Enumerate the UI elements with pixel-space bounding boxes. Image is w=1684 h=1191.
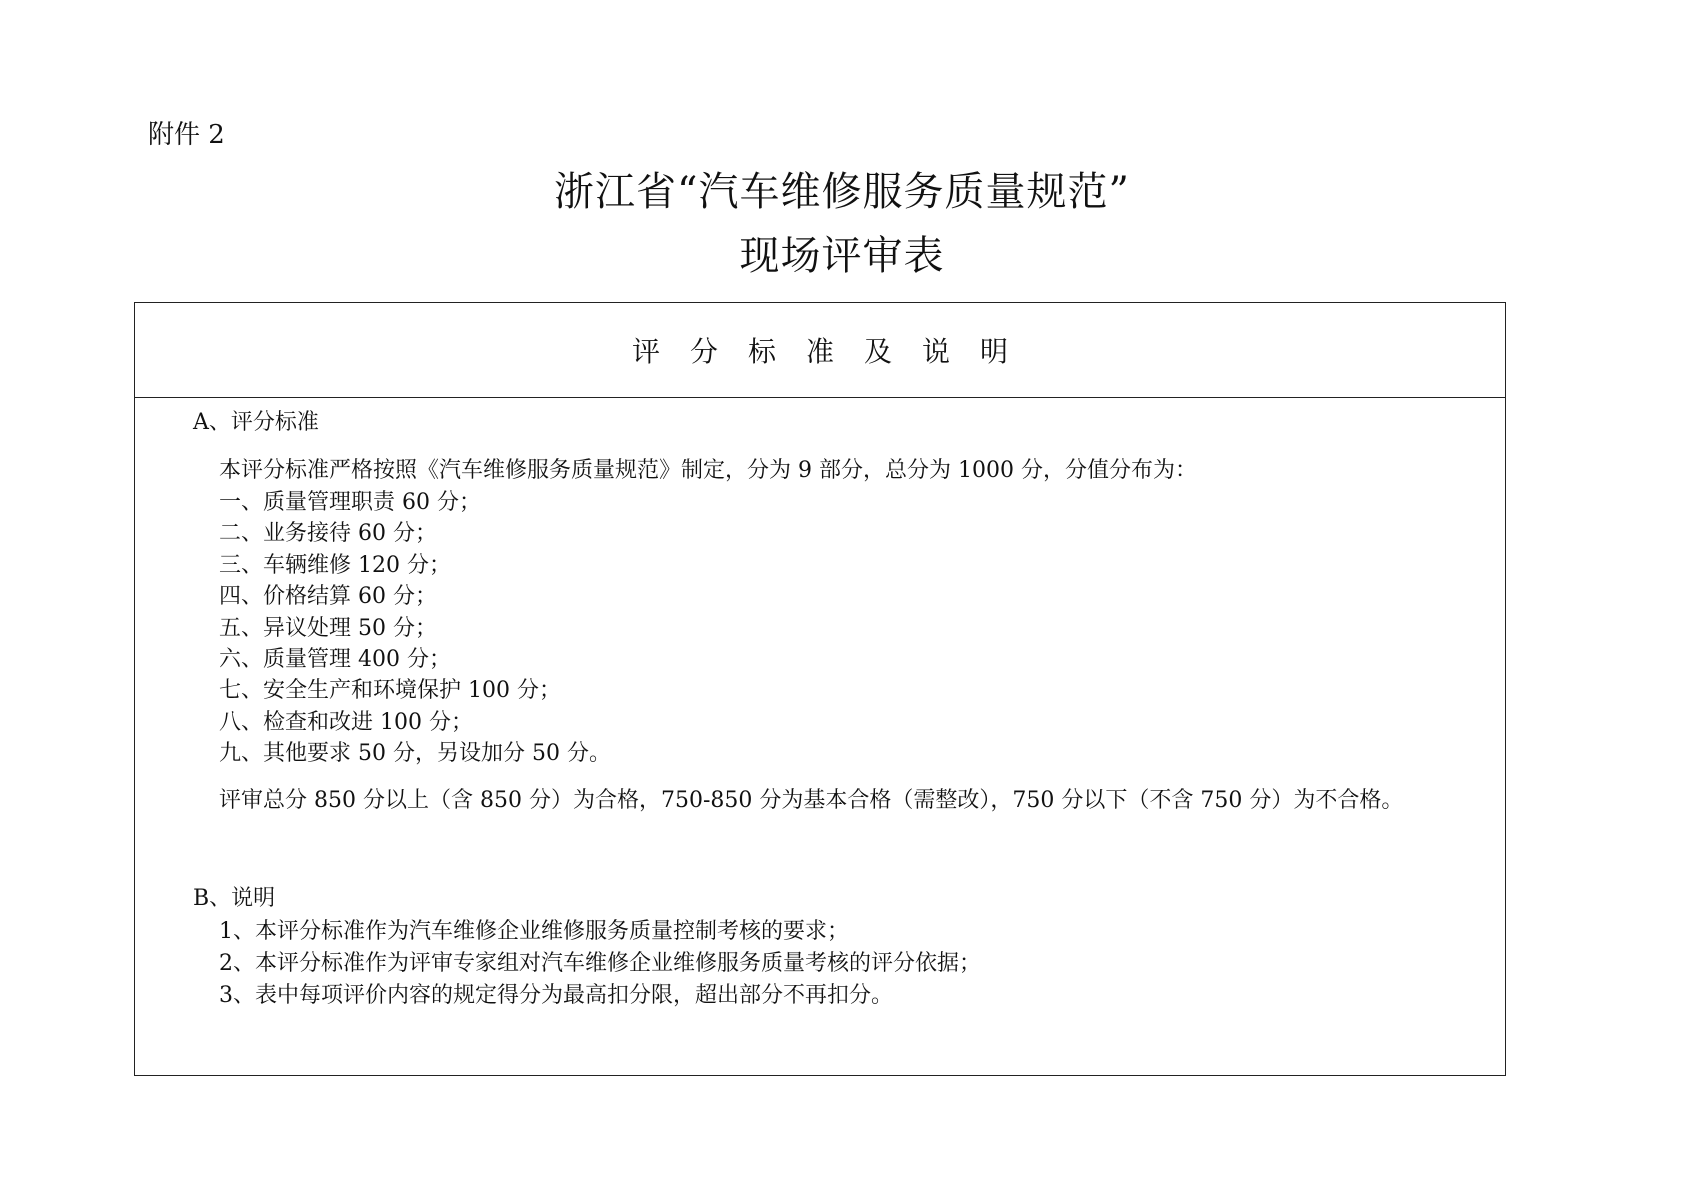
list-item: 三、车辆维修 120 分； [219, 552, 451, 578]
list-item: 九、其他要求 50 分，另设加分 50 分。 [219, 741, 611, 767]
attachment-label: 附件 2 [148, 120, 225, 150]
list-item: 二、业务接待 60 分； [219, 521, 437, 547]
score-distribution-list [219, 487, 611, 770]
list-item: 四、价格结算 60 分； [219, 584, 437, 610]
table-header-text: 评分标准及说明 [631, 335, 1038, 368]
section-a-heading: A、评分标准 [193, 410, 319, 435]
list-item: 2、本评分标准作为评审专家组对汽车维修企业维修服务质量考核的评分依据； [219, 951, 981, 976]
scoring-intro: 本评分标准严格按照《汽车维修服务质量规范》制定，分为 9 部分，总分为 1000 分，分值分布为： [219, 458, 1197, 483]
table-header [135, 303, 1505, 398]
list-item: 七、安全生产和环境保护 100 分； [219, 678, 561, 704]
notes-list [219, 916, 981, 1012]
section-b-heading: B、说明 [193, 886, 276, 911]
pass-criteria: 评审总分 850 分以上（含 850 分）为合格，750-850 分为基本合格（需整改），750 分以下（不含 750 分）为不合格。 [219, 788, 1404, 813]
list-item: 3、表中每项评价内容的规定得分为最高扣分限，超出部分不再扣分。 [219, 983, 893, 1008]
table-body [135, 398, 1505, 1075]
list-item: 六、质量管理 400 分； [219, 647, 451, 673]
list-item: 1、本评分标准作为汽车维修企业维修服务质量控制考核的要求； [219, 919, 849, 944]
review-table [134, 302, 1506, 1076]
document-title-line-1: 浙江省“汽车维修服务质量规范” [554, 169, 1130, 215]
document-title-line-2: 现场评审表 [739, 233, 945, 279]
list-item: 五、异议处理 50 分； [219, 615, 437, 641]
list-item: 八、检查和改进 100 分； [219, 709, 473, 735]
list-item: 一、质量管理职责 60 分； [219, 490, 481, 515]
